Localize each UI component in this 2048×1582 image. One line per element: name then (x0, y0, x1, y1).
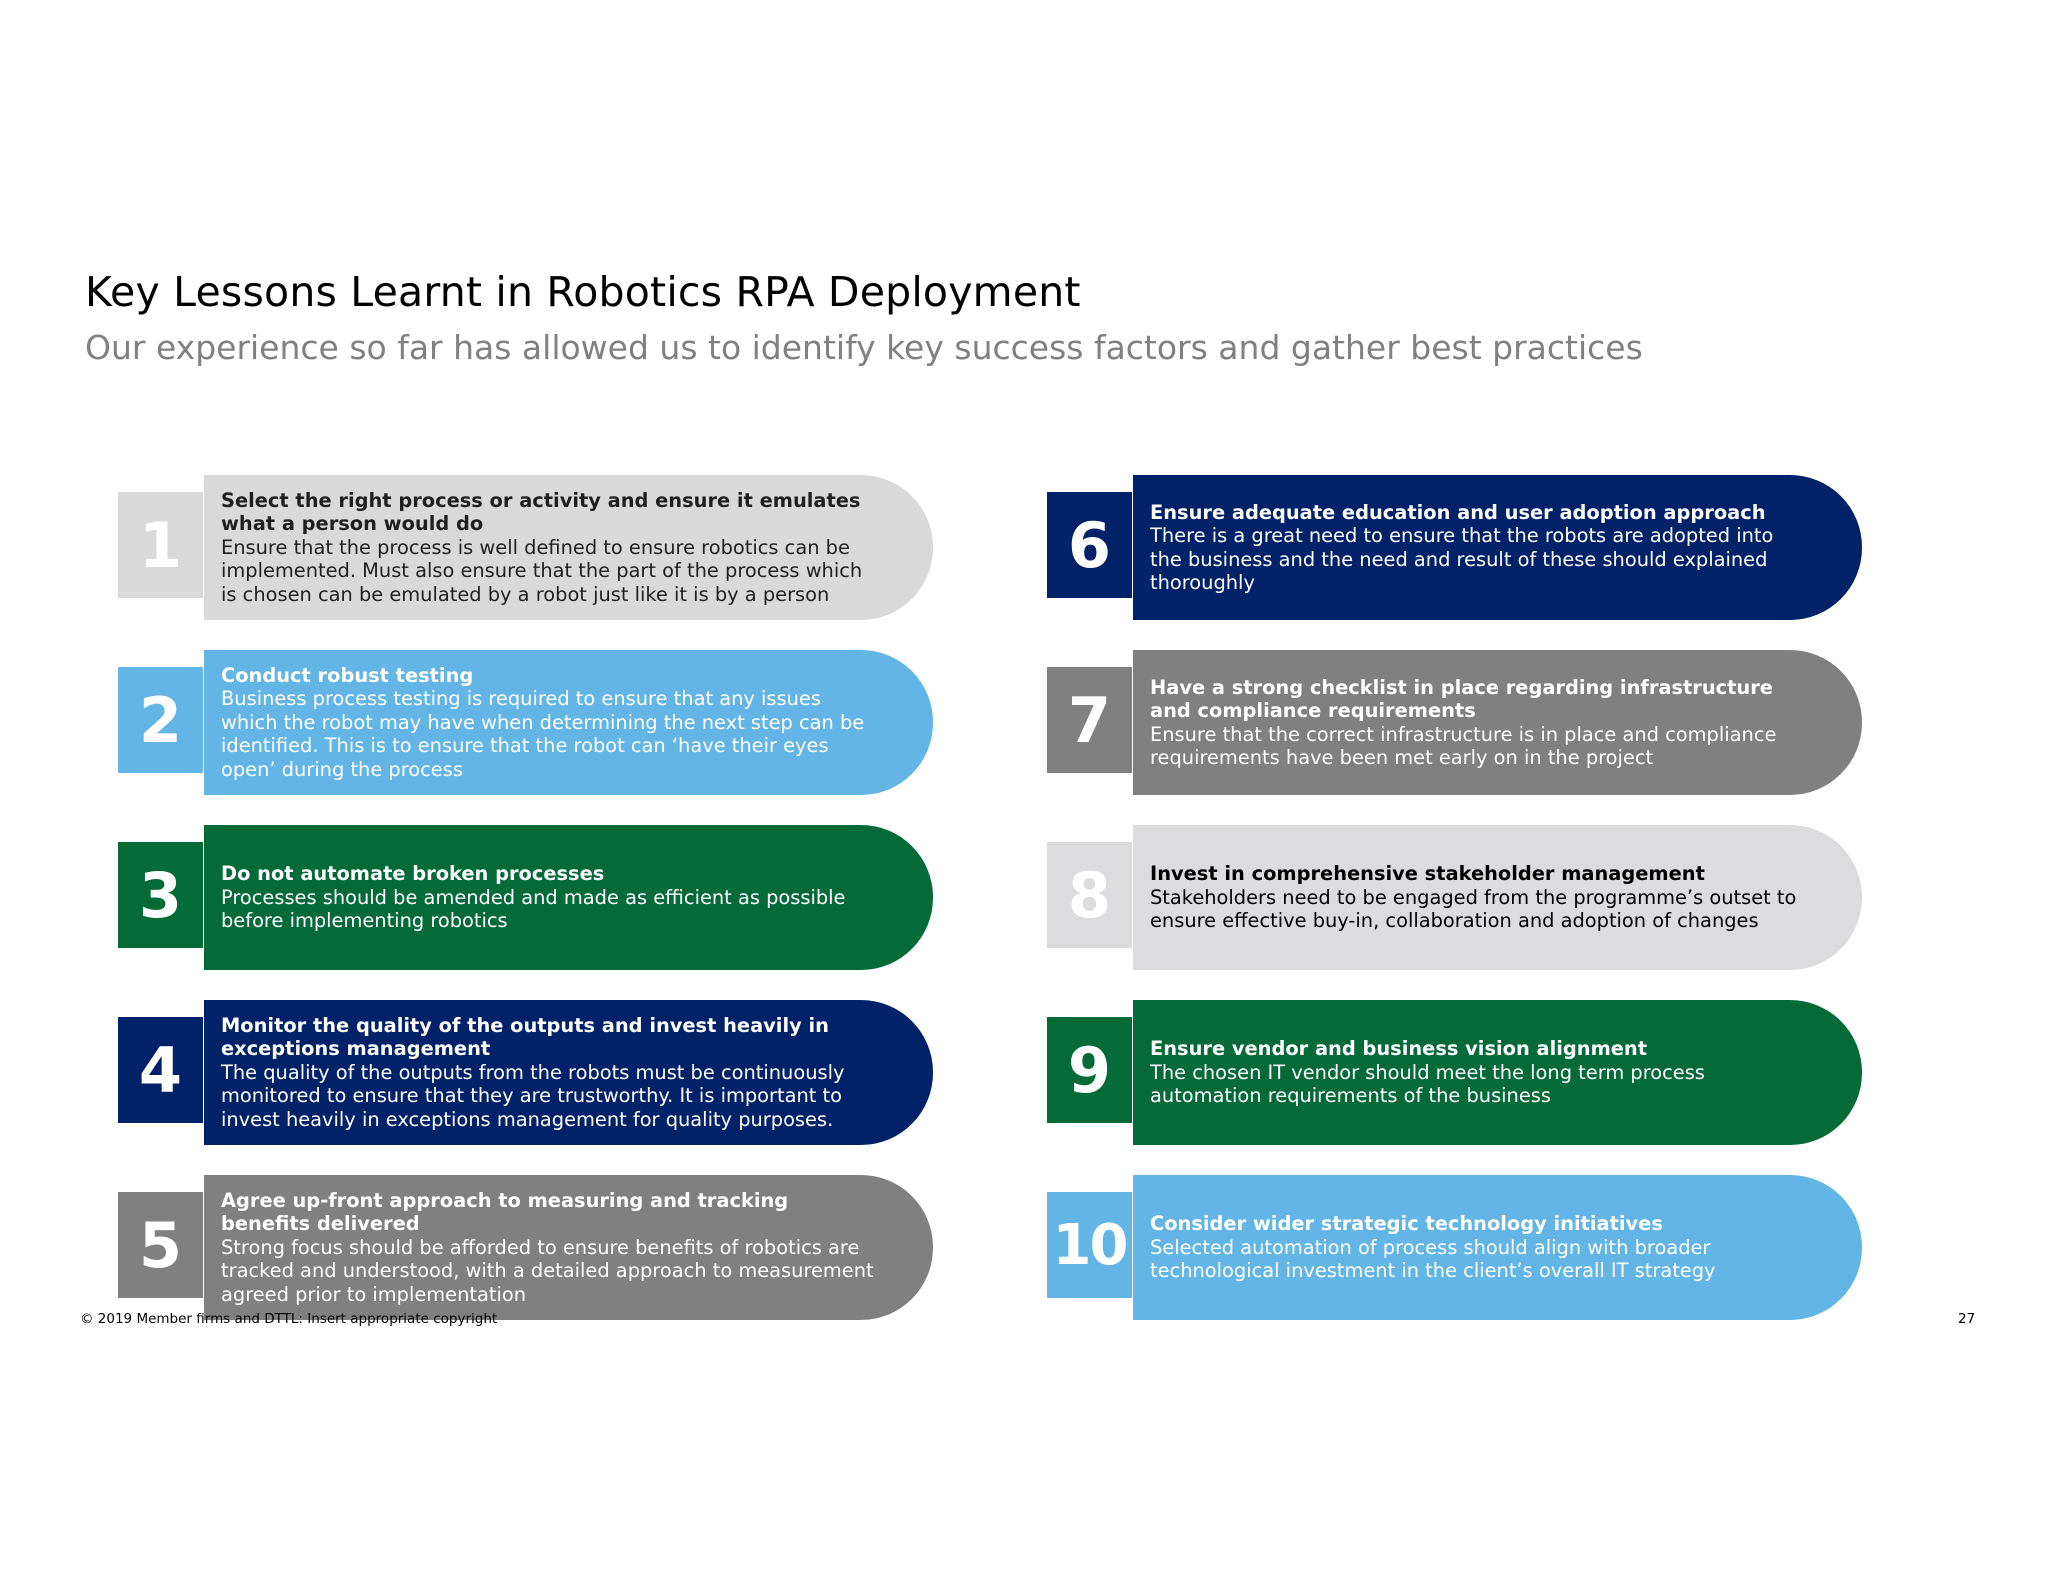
lesson-heading: Do not automate broken processes (221, 862, 605, 886)
lesson-body: The chosen IT vendor should meet the long term process automation requirements of the business (1150, 1060, 1705, 1108)
page-title: Key Lessons Learnt in Robotics RPA Deployment (85, 268, 1081, 316)
lesson-card (1133, 1175, 1862, 1320)
page-subtitle: Our experience so far has allowed us to identify key success factors and gather best practices (85, 328, 1643, 367)
lesson-card (204, 650, 933, 795)
lesson-number: 7 (1047, 667, 1132, 773)
lesson-heading: Ensure adequate education and user adoption approach (1150, 500, 1766, 524)
lesson-card (1133, 650, 1862, 795)
lesson-number: 5 (118, 1192, 203, 1298)
lesson-body: The quality of the outputs from the robots must be continuously monitored to ensure that they are trustworthy. It is important to invest heavily in exceptions management for quality purposes. (221, 1060, 845, 1131)
lesson-heading: Monitor the quality of the outputs and invest heavily in exceptions management (221, 1013, 829, 1061)
lesson-card (1133, 1000, 1862, 1145)
lesson-card (1133, 825, 1862, 970)
lesson-heading: Conduct robust testing (221, 663, 474, 687)
lesson-body: Business process testing is required to ensure that any issues which the robot may have when determining the next step can be identified. This is to ensure that the robot can ‘have their eyes open’ during the process (221, 687, 865, 781)
lesson-number: 6 (1047, 492, 1132, 598)
lesson-heading: Ensure vendor and business vision alignment (1150, 1037, 1647, 1061)
lesson-number: 2 (118, 667, 203, 773)
lesson-body: Ensure that the correct infrastructure is in place and compliance requirements have been met early on in the project (1150, 722, 1777, 769)
lesson-number: 8 (1047, 842, 1132, 948)
lesson-number: 4 (118, 1017, 203, 1123)
lesson-heading: Have a strong checklist in place regarding infrastructure and compliance requirements (1150, 675, 1773, 722)
lesson-heading: Select the right process or activity and ensure it emulates what a person would do (221, 488, 861, 536)
lesson-body: Strong focus should be afforded to ensure benefits of robotics are tracked and understood, with a detailed approach to measurement agreed prior to implementation (221, 1235, 874, 1306)
lesson-card (1133, 475, 1862, 620)
lesson-heading: Invest in comprehensive stakeholder management (1150, 862, 1705, 886)
lesson-heading: Consider wider strategic technology initiatives (1150, 1212, 1663, 1236)
lesson-number: 3 (118, 842, 203, 948)
lesson-card (204, 1175, 933, 1320)
lesson-number: 9 (1047, 1017, 1132, 1123)
lesson-body: Processes should be amended and made as efficient as possible before implementing robotics (221, 885, 846, 933)
lesson-heading: Agree up-front approach to measuring and tracking benefits delivered (221, 1188, 789, 1236)
lesson-number: 10 (1047, 1192, 1132, 1298)
lesson-6 (1047, 475, 1857, 620)
lesson-number: 1 (118, 492, 203, 598)
lesson-card (204, 825, 933, 970)
lesson-card (204, 1000, 933, 1145)
lesson-4 (118, 1000, 928, 1145)
lesson-5 (118, 1175, 928, 1320)
lesson-8 (1047, 825, 1857, 970)
copyright-notice: © 2019 Member firms and DTTL: Insert appropriate copyright (80, 1311, 498, 1327)
lesson-body: Stakeholders need to be engaged from the programme’s outset to ensure effective buy-in, collaboration and adoption of changes (1150, 885, 1797, 933)
lesson-body: Selected automation of process should align with broader technological investment in the client’s overall IT strategy (1150, 1235, 1716, 1283)
page-number: 27 (1958, 1311, 1976, 1327)
lesson-body: There is a great need to ensure that the robots are adopted into the business and the need and result of these should explained thoroughly (1150, 524, 1774, 594)
lesson-2 (118, 650, 928, 795)
lesson-1 (118, 475, 928, 620)
lesson-7 (1047, 650, 1857, 795)
lesson-9 (1047, 1000, 1857, 1145)
lesson-3 (118, 825, 928, 970)
lesson-body: Ensure that the process is well defined to ensure robotics can be implemented. Must also ensure that the part of the process which is chosen can be emulated by a robot just like it is by a person (221, 535, 863, 606)
lesson-10 (1047, 1175, 1857, 1320)
lesson-card (204, 475, 933, 620)
